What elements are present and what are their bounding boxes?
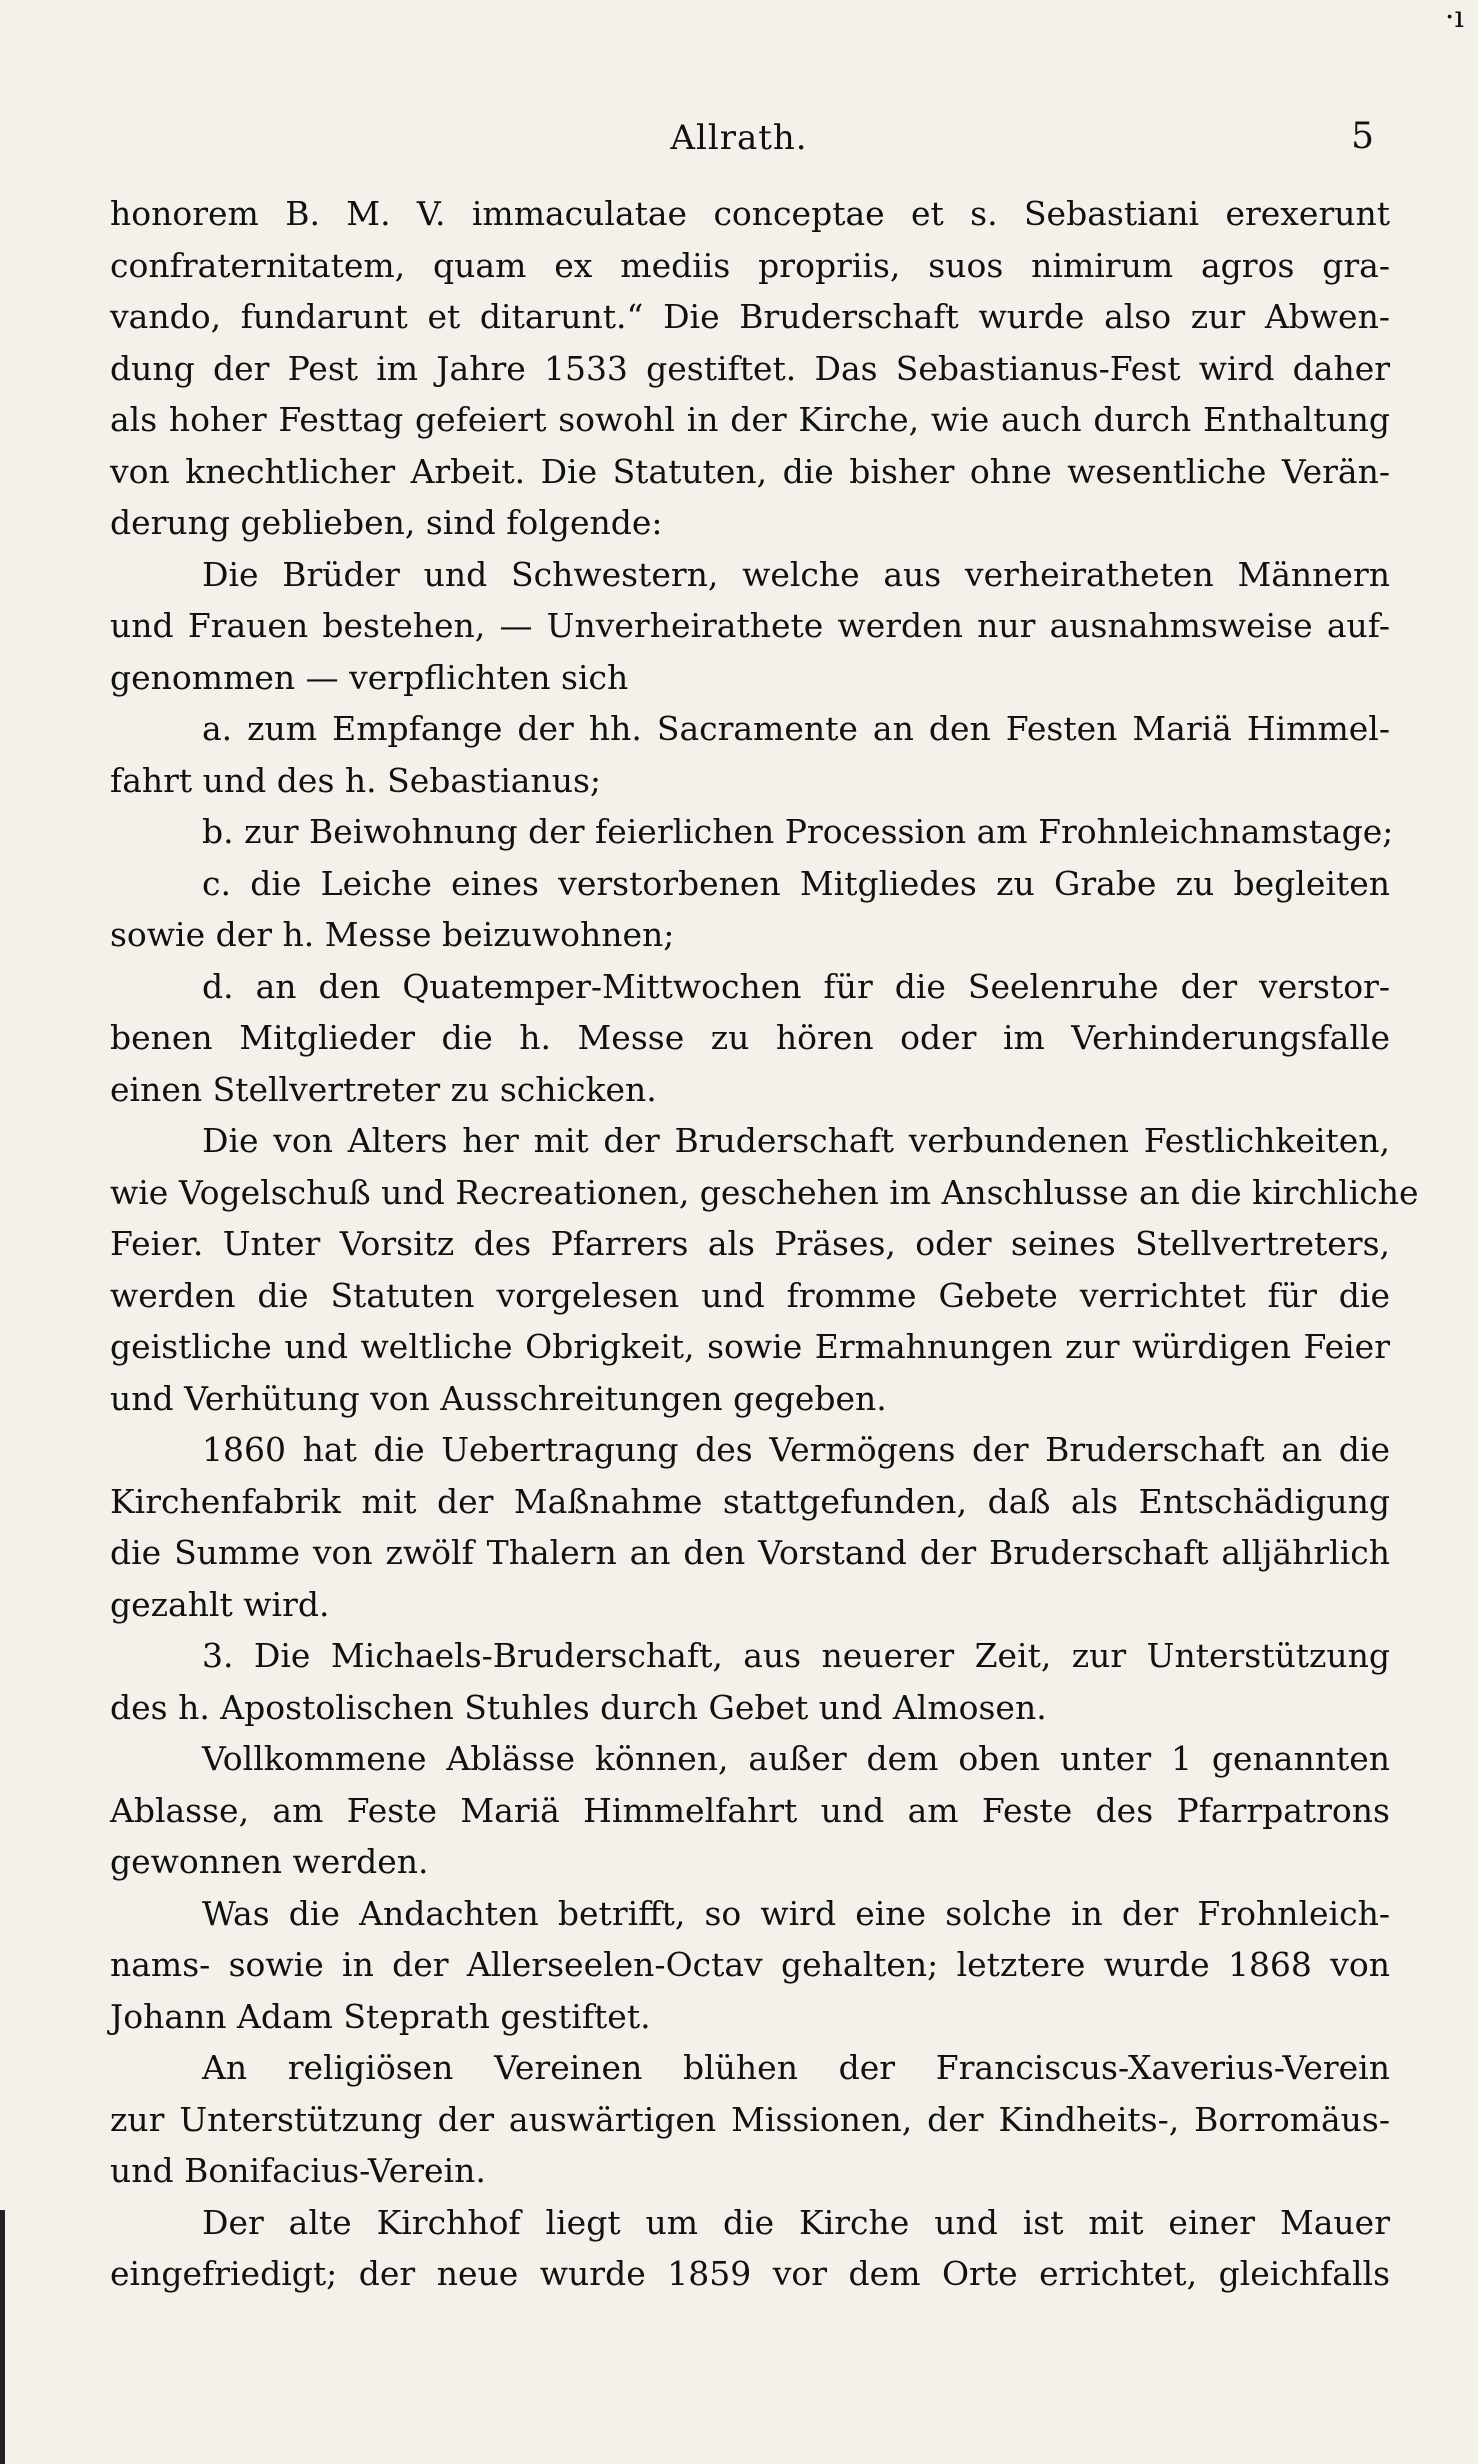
text-line: gewonnen werden. xyxy=(110,1842,429,1881)
text-line: dung der Pest im Jahre 1533 gestiftet. Das Sebastianus-Fest wird daher xyxy=(110,348,1390,388)
text-line: und Bonifacius-Verein. xyxy=(110,2151,486,2190)
text-line: Johann Adam Steprath gestiftet. xyxy=(110,1996,651,2036)
text-line: nams- sowie in der Allerseelen-Octav gehalten; letztere wurde 1868 von xyxy=(110,1945,1390,1984)
text-line: Der alte Kirchhof liegt um die Kirche und ist mit einer Mauer xyxy=(202,2202,1390,2242)
text-line: die Summe von zwölf Thalern an den Vorstand der Bruderschaft alljährlich xyxy=(110,1533,1390,1572)
text-line: einen Stellvertreter zu schicken. xyxy=(110,1069,657,1109)
text-line: Die Brüder und Schwestern, welche aus verheiratheten Männern xyxy=(202,554,1390,594)
text-line: werden die Statuten vorgelesen und fromme Gebete verrichtet für die xyxy=(110,1275,1390,1315)
text-line: und Verhütung von Ausschreitungen gegeben. xyxy=(110,1378,887,1418)
text-line: honorem B. M. V. immaculatae conceptae et s. Sebastiani erexerunt xyxy=(110,194,1390,233)
text-line: An religiösen Vereinen blühen der Franciscus-Xaverius-Verein xyxy=(202,2048,1390,2087)
text-line: und Frauen bestehen, — Unverheirathete werden nur ausnahmsweise auf- xyxy=(110,606,1390,645)
body-text xyxy=(110,188,1419,2300)
text-line: vando, fundarunt et ditarunt.“ Die Bruderschaft wurde also zur Abwen- xyxy=(110,297,1390,336)
text-line: 3. Die Michaels-Bruderschaft, aus neuerer Zeit, zur Unterstützung xyxy=(202,1636,1390,1675)
text-line: Feier. Unter Vorsitz des Pfarrers als Präses, oder seines Stellvertreters, xyxy=(110,1224,1390,1263)
text-line: gezahlt wird. xyxy=(110,1584,330,1624)
text-line: 1860 hat die Uebertragung des Vermögens der Bruderschaft an die xyxy=(202,1430,1390,1469)
running-head: Allrath. xyxy=(670,118,808,158)
text-line: Die von Alters her mit der Bruderschaft verbundenen Festlichkeiten, xyxy=(202,1121,1390,1160)
text-line: Was die Andachten betrifft, so wird eine solche in der Frohnleich- xyxy=(202,1893,1390,1933)
text-line: Kirchenfabrik mit der Maßnahme stattgefunden, daß als Entschädigung xyxy=(110,1481,1390,1521)
text-line: benen Mitglieder die h. Messe zu hören oder im Verhinderungsfalle xyxy=(110,1018,1390,1057)
text-line: Vollkommene Ablässe können, außer dem oben unter 1 genannten xyxy=(202,1739,1390,1778)
text-line: confraternitatem, quam ex mediis propriis, suos nimirum agros gra- xyxy=(110,245,1390,285)
text-line: als hoher Festtag gefeiert sowohl in der Kirche, wie auch durch Enthaltung xyxy=(110,400,1390,439)
text-line: derung geblieben, sind folgende: xyxy=(110,503,663,542)
list-item-b: b. zur Beiwohnung der feierlichen Procession am Frohnleichnamstage; xyxy=(202,812,1394,851)
text-line: zur Unterstützung der auswärtigen Missionen, der Kindheits-, Borromäus- xyxy=(110,2099,1390,2139)
text-line: des h. Apostolischen Stuhles durch Gebet und Almosen. xyxy=(110,1687,1047,1727)
text-line: geistliche und weltliche Obrigkeit, sowie Ermahnungen zur würdigen Feier xyxy=(110,1327,1390,1366)
text-line: von knechtlicher Arbeit. Die Statuten, die bisher ohne wesentliche Verän- xyxy=(110,451,1390,491)
text-line: genommen — verpflichten sich xyxy=(110,657,629,697)
text-line: sowie der h. Messe beizuwohnen; xyxy=(110,915,675,954)
text-line: Ablasse, am Feste Mariä Himmelfahrt und am Feste des Pfarrpatrons xyxy=(110,1790,1390,1830)
list-item-c: c. die Leiche eines verstorbenen Mitgliedes zu Grabe zu begleiten xyxy=(202,863,1390,903)
text-line: eingefriedigt; der neue wurde 1859 vor dem Orte errichtet, gleichfalls xyxy=(110,2254,1390,2293)
page-number: 5 xyxy=(1351,116,1374,157)
list-item-a: a. zum Empfange der hh. Sacramente an den Festen Mariä Himmel- xyxy=(202,709,1390,748)
page-edge-shadow xyxy=(0,2210,5,2464)
text-line: wie Vogelschuß und Recreationen, geschehen im Anschlusse an die kirchliche xyxy=(110,1172,1419,1212)
list-item-d: d. an den Quatemper-Mittwochen für die Seelenruhe der verstor- xyxy=(202,966,1390,1006)
corner-speck: ·ı xyxy=(1444,0,1464,35)
text-line: fahrt und des h. Sebastianus; xyxy=(110,760,602,800)
